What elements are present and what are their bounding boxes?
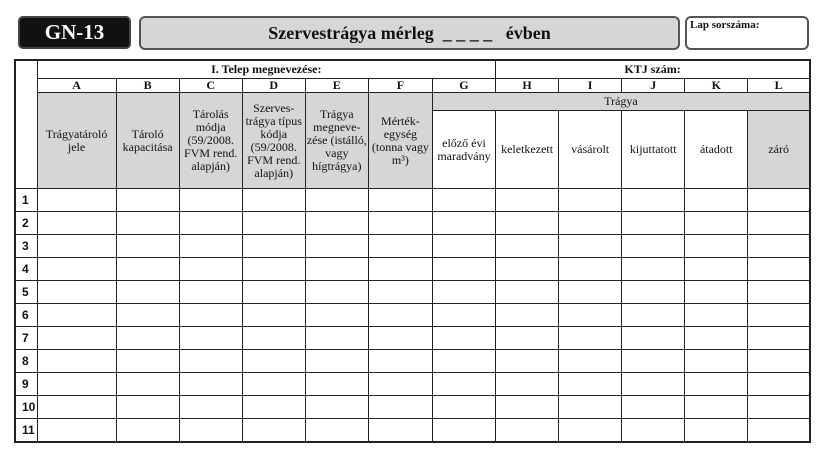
col-letter: E bbox=[305, 79, 368, 93]
table-cell[interactable] bbox=[432, 189, 495, 212]
col-letter: C bbox=[179, 79, 242, 93]
form-title: Szervestrágya mérleg _ _ _ _ évben bbox=[139, 16, 680, 50]
table-cell[interactable] bbox=[685, 396, 748, 419]
col-header-storage-id: Trágyatároló jele bbox=[37, 93, 116, 189]
table-cell[interactable] bbox=[37, 350, 116, 373]
col-letter: D bbox=[242, 79, 305, 93]
table-cell[interactable] bbox=[748, 350, 810, 373]
table-cell[interactable] bbox=[432, 350, 495, 373]
table-cell[interactable] bbox=[496, 396, 559, 419]
table-cell[interactable] bbox=[37, 189, 116, 212]
table-cell[interactable] bbox=[242, 419, 305, 443]
table-cell[interactable] bbox=[305, 396, 368, 419]
table-cell[interactable] bbox=[496, 212, 559, 235]
table-cell[interactable] bbox=[432, 396, 495, 419]
table-cell[interactable] bbox=[116, 396, 179, 419]
col-header-unit: Mérték-egység (tonna vagy m³) bbox=[368, 93, 432, 189]
table-cell[interactable] bbox=[242, 350, 305, 373]
table-cell[interactable] bbox=[559, 350, 622, 373]
form-code: GN-13 bbox=[18, 16, 131, 49]
table-cell[interactable] bbox=[179, 189, 242, 212]
table-cell[interactable] bbox=[559, 419, 622, 443]
table-cell[interactable] bbox=[432, 235, 495, 258]
table-cell[interactable] bbox=[559, 258, 622, 281]
col-header-manure-type-code: Szerves-trágya típus kódja (59/2008. FVM rend. alapján) bbox=[242, 93, 305, 189]
row-number: 1 bbox=[15, 189, 37, 212]
table-cell[interactable] bbox=[559, 327, 622, 350]
table-cell[interactable] bbox=[559, 281, 622, 304]
group-header-manure: Trágya bbox=[432, 93, 810, 111]
table-cell[interactable] bbox=[496, 235, 559, 258]
table-cell[interactable] bbox=[242, 373, 305, 396]
table-cell[interactable] bbox=[179, 281, 242, 304]
ktj-number-field[interactable] bbox=[496, 60, 810, 79]
table-cell[interactable] bbox=[496, 419, 559, 443]
table-cell[interactable] bbox=[685, 373, 748, 396]
table-cell[interactable] bbox=[242, 258, 305, 281]
table-cell[interactable] bbox=[748, 327, 810, 350]
row-number: 8 bbox=[15, 350, 37, 373]
table-cell[interactable] bbox=[559, 373, 622, 396]
col-letter: K bbox=[685, 79, 748, 93]
table-cell[interactable] bbox=[748, 212, 810, 235]
table-cell[interactable] bbox=[496, 189, 559, 212]
table-cell[interactable] bbox=[559, 189, 622, 212]
table-cell[interactable] bbox=[748, 281, 810, 304]
table-cell[interactable] bbox=[496, 350, 559, 373]
table-cell[interactable] bbox=[242, 396, 305, 419]
table-cell[interactable] bbox=[37, 235, 116, 258]
table-cell[interactable] bbox=[685, 258, 748, 281]
table-cell[interactable] bbox=[496, 373, 559, 396]
table-cell[interactable] bbox=[305, 304, 368, 327]
table-cell[interactable] bbox=[116, 189, 179, 212]
table-cell[interactable] bbox=[622, 327, 685, 350]
table-cell[interactable] bbox=[37, 212, 116, 235]
table-cell[interactable] bbox=[748, 396, 810, 419]
table-cell[interactable] bbox=[685, 212, 748, 235]
table-cell[interactable] bbox=[305, 350, 368, 373]
table-row bbox=[15, 304, 810, 327]
table-cell[interactable] bbox=[622, 350, 685, 373]
col-header-capacity: Tároló kapacitása bbox=[116, 93, 179, 189]
table-cell[interactable] bbox=[242, 189, 305, 212]
col-letter: F bbox=[368, 79, 432, 93]
table-row bbox=[15, 419, 810, 443]
balance-table bbox=[14, 59, 811, 443]
table-cell[interactable] bbox=[305, 189, 368, 212]
table-cell[interactable] bbox=[368, 396, 432, 419]
table-cell[interactable] bbox=[748, 189, 810, 212]
table-cell[interactable] bbox=[37, 258, 116, 281]
row-number: 4 bbox=[15, 258, 37, 281]
table-cell[interactable] bbox=[368, 304, 432, 327]
table-row bbox=[15, 396, 810, 419]
row-number: 2 bbox=[15, 212, 37, 235]
table-cell[interactable] bbox=[368, 258, 432, 281]
col-header-purchased: vásárolt bbox=[559, 111, 622, 189]
table-cell[interactable] bbox=[116, 212, 179, 235]
table-cell[interactable] bbox=[179, 258, 242, 281]
table-cell[interactable] bbox=[622, 373, 685, 396]
table-cell[interactable] bbox=[368, 189, 432, 212]
table-cell[interactable] bbox=[496, 304, 559, 327]
table-cell[interactable] bbox=[496, 327, 559, 350]
table-cell[interactable] bbox=[748, 258, 810, 281]
table-cell[interactable] bbox=[179, 373, 242, 396]
table-cell[interactable] bbox=[432, 304, 495, 327]
row-number: 10 bbox=[15, 396, 37, 419]
table-cell[interactable] bbox=[368, 235, 432, 258]
table-cell[interactable] bbox=[368, 327, 432, 350]
table-cell[interactable] bbox=[559, 235, 622, 258]
table-cell[interactable] bbox=[748, 235, 810, 258]
table-cell[interactable] bbox=[179, 304, 242, 327]
table-cell[interactable] bbox=[622, 258, 685, 281]
table-cell[interactable] bbox=[242, 327, 305, 350]
table-cell[interactable] bbox=[685, 350, 748, 373]
table-row bbox=[15, 281, 810, 304]
table-cell[interactable] bbox=[305, 419, 368, 443]
sheet-number-field[interactable] bbox=[685, 16, 809, 50]
table-row bbox=[15, 189, 810, 212]
table-cell[interactable] bbox=[685, 304, 748, 327]
table-cell[interactable] bbox=[37, 304, 116, 327]
table-row bbox=[15, 373, 810, 396]
table-cell[interactable] bbox=[37, 373, 116, 396]
row-number: 3 bbox=[15, 235, 37, 258]
sheet-number-label: Lap sorszáma: bbox=[690, 19, 760, 31]
table-cell[interactable] bbox=[685, 327, 748, 350]
table-cell[interactable] bbox=[305, 327, 368, 350]
table-cell[interactable] bbox=[368, 212, 432, 235]
row-number: 9 bbox=[15, 373, 37, 396]
table-cell[interactable] bbox=[116, 235, 179, 258]
col-header-manure-name: Trágya megneve-zése (istálló, vagy hígtrágya) bbox=[305, 93, 368, 189]
site-name-field[interactable] bbox=[37, 60, 496, 79]
col-letter: G bbox=[432, 79, 495, 93]
table-cell[interactable] bbox=[179, 327, 242, 350]
col-letter: I bbox=[559, 79, 622, 93]
table-row bbox=[15, 212, 810, 235]
table-cell[interactable] bbox=[305, 373, 368, 396]
col-header-closing: záró bbox=[748, 111, 810, 189]
table-cell[interactable] bbox=[685, 235, 748, 258]
table-cell[interactable] bbox=[368, 281, 432, 304]
table-row bbox=[15, 350, 810, 373]
table-cell[interactable] bbox=[685, 281, 748, 304]
table-cell[interactable] bbox=[432, 281, 495, 304]
table-cell[interactable] bbox=[179, 350, 242, 373]
table-cell[interactable] bbox=[432, 258, 495, 281]
col-letter: J bbox=[622, 79, 685, 93]
table-cell[interactable] bbox=[116, 419, 179, 443]
table-cell[interactable] bbox=[116, 258, 179, 281]
table-cell[interactable] bbox=[685, 189, 748, 212]
table-cell[interactable] bbox=[685, 419, 748, 443]
col-letter: B bbox=[116, 79, 179, 93]
table-row bbox=[15, 327, 810, 350]
row-number: 11 bbox=[15, 419, 37, 443]
table-cell[interactable] bbox=[305, 281, 368, 304]
table-cell[interactable] bbox=[748, 419, 810, 443]
table-cell[interactable] bbox=[305, 258, 368, 281]
table-cell[interactable] bbox=[116, 304, 179, 327]
table-cell[interactable] bbox=[37, 419, 116, 443]
col-letter: A bbox=[37, 79, 116, 93]
table-cell[interactable] bbox=[748, 373, 810, 396]
table-cell[interactable] bbox=[116, 281, 179, 304]
table-cell[interactable] bbox=[179, 396, 242, 419]
table-cell[interactable] bbox=[559, 396, 622, 419]
row-number: 5 bbox=[15, 281, 37, 304]
row-number-header bbox=[15, 60, 37, 189]
table-cell[interactable] bbox=[622, 281, 685, 304]
table-cell[interactable] bbox=[242, 281, 305, 304]
table-cell[interactable] bbox=[496, 281, 559, 304]
site-name-label: I. Telep megnevezése: bbox=[211, 62, 322, 76]
table-cell[interactable] bbox=[242, 212, 305, 235]
table-cell[interactable] bbox=[179, 419, 242, 443]
table-cell[interactable] bbox=[179, 212, 242, 235]
table-cell[interactable] bbox=[432, 373, 495, 396]
table-cell[interactable] bbox=[242, 304, 305, 327]
table-row bbox=[15, 235, 810, 258]
table-cell[interactable] bbox=[622, 419, 685, 443]
table-cell[interactable] bbox=[37, 327, 116, 350]
col-header-previous-remainder: előző évi maradvány bbox=[432, 111, 495, 189]
table-cell[interactable] bbox=[37, 396, 116, 419]
col-letter: L bbox=[748, 79, 810, 93]
table-cell[interactable] bbox=[496, 258, 559, 281]
table-cell[interactable] bbox=[116, 373, 179, 396]
col-letter: H bbox=[496, 79, 559, 93]
table-cell[interactable] bbox=[179, 235, 242, 258]
table-cell[interactable] bbox=[305, 235, 368, 258]
table-cell[interactable] bbox=[37, 281, 116, 304]
table-cell[interactable] bbox=[432, 212, 495, 235]
row-number: 6 bbox=[15, 304, 37, 327]
col-header-applied: kijuttatott bbox=[622, 111, 685, 189]
ktj-number-label: KTJ szám: bbox=[624, 62, 681, 76]
table-cell[interactable] bbox=[559, 304, 622, 327]
table-cell[interactable] bbox=[559, 212, 622, 235]
table-cell[interactable] bbox=[622, 235, 685, 258]
table-cell[interactable] bbox=[622, 212, 685, 235]
table-cell[interactable] bbox=[622, 396, 685, 419]
table-cell[interactable] bbox=[368, 373, 432, 396]
row-number: 7 bbox=[15, 327, 37, 350]
table-cell[interactable] bbox=[432, 419, 495, 443]
table-cell[interactable] bbox=[116, 350, 179, 373]
table-cell[interactable] bbox=[748, 304, 810, 327]
table-cell[interactable] bbox=[622, 189, 685, 212]
col-header-generated: keletkezett bbox=[496, 111, 559, 189]
table-cell[interactable] bbox=[305, 212, 368, 235]
table-cell[interactable] bbox=[622, 304, 685, 327]
table-row bbox=[15, 258, 810, 281]
table-cell[interactable] bbox=[116, 327, 179, 350]
table-cell[interactable] bbox=[368, 350, 432, 373]
col-header-storage-method: Tárolás módja (59/2008. FVM rend. alapján) bbox=[179, 93, 242, 189]
table-cell[interactable] bbox=[432, 327, 495, 350]
col-header-transferred: átadott bbox=[685, 111, 748, 189]
table-cell[interactable] bbox=[242, 235, 305, 258]
table-cell[interactable] bbox=[368, 419, 432, 443]
